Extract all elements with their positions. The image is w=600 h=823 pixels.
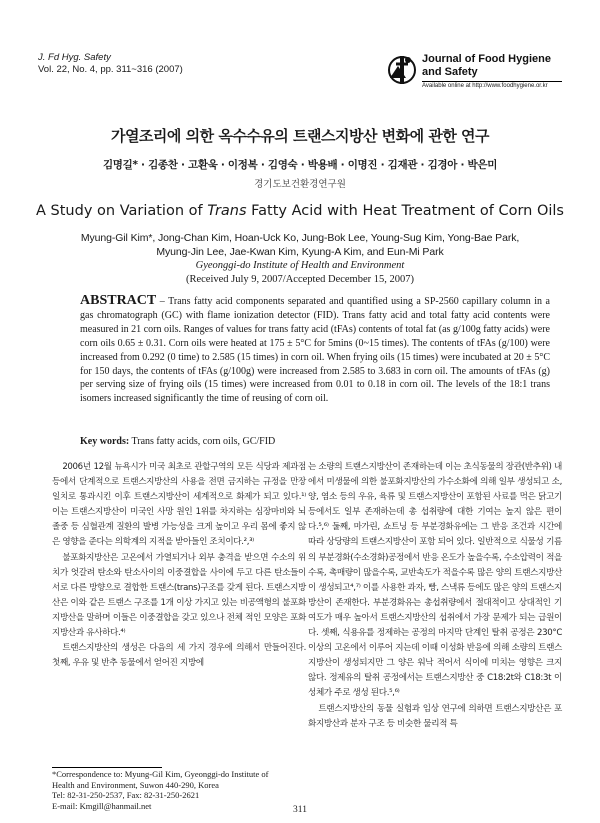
abstract-label: ABSTRACT [80,293,157,308]
english-authors-line2: Myung-Jin Lee, Jae-Kwan Kim, Kyung-A Kim, and Eun-Mi Park [156,246,444,258]
available-online: Available online at http://www.foodhygiene.or.kr [422,83,548,89]
keywords-text: Trans fatty acids, corn oils, GC/FID [129,436,276,447]
keywords [80,436,550,447]
footnote-line: Tel: 82-31-250-2537, Fax: 82-31-250-2621 [52,790,200,800]
body-column-right [308,460,562,732]
received-dates: (Received July 9, 2007/Accepted December 15, 2007) [185,274,414,285]
volume-line: Vol. 22, No. 4, pp. 311~316 (2007) [38,64,183,75]
english-authors-line1: Myung-Gil Kim*, Jong-Chan Kim, Hoan-Uck Ko, Jung-Bok Lee, Young-Sug Kim, Yong-Bae Park, [80,232,520,244]
footnote-line: *Correspondence to: Myung-Gil Kim, Gyeonggi-do Institute of [52,769,269,779]
korean-authors: 김명길* · 김종찬 · 고환욱 · 이정복 · 김영숙 · 박용배 · 이명진 · 김재관 · 김경아 · 박은미 [102,159,498,171]
english-authors [30,231,570,259]
journal-name-line2: and Safety [422,66,478,78]
journal-masthead [386,50,566,92]
abstract [80,294,550,406]
body-column-left [52,460,306,671]
footnote-line: Health and Environment, Suwon 440-290, Korea [52,779,219,790]
body-paragraph: 트랜스지방산의 생성은 다음의 세 가지 경우에 의해서 만들어진다. 첫째, 우유 및 반추 동물에서 얻어진 지방에 [52,643,306,669]
footnote-line: E-mail: Kmgill@hanmail.net [52,800,152,811]
citation-block [38,52,183,76]
journal-name-line1: Journal of Food Hygiene [422,53,551,65]
correspondence-footnote [52,769,302,811]
abstract-text: Trans fatty acid components separated and quantified using a SP-2560 capillary column in a gas chromatograph (GC) with flame ionization detector (FID). Trans fatty acid and total fatty acid contents were measured in 21 corn oils. Ranges of values for trans fatty acid (tFAs) contents of total fat (as g/100g fatty acids) were corn oils 0.65 ± 0.31. Corn oils were heated at 175 ± 5°C for 5mins (0~15 times). The contents of tFAs (g/100) were increased from 0.292 (0 time) to 2.585 (15 times) in corn oil. When frying oils (15 times) were incubated at 20 ± 5°C for 150 days, the contents of tFAs (g/100g) were increased from 2.585 to 3.683 in corn oil. The amounts of tFAs (g) per serving size of frying oils (15 times) were increased from 0.01 to 0.18 in corn oil. The levels of the 18:1 trans isomers increased significantly the time of reusing of corn oil. [80,296,550,405]
abstract-dash: – [156,296,169,307]
korean-affiliation: 경기도보건환경연구원 [254,179,346,190]
journal-name [422,53,551,79]
english-affiliation: Gyeonggi-do Institute of Health and Environment [195,260,405,271]
body-paragraph: 2006년 12월 뉴욕시가 미국 최초로 관할구역의 모든 식당과 제과점 등에서 단계적으로 트랜스지방산의 사용을 전면 금지하는 규정을 만장일치로 통과시킨 이후 트랜스지방산이 세계적으로 화제가 되고 있다.¹⁾ 이는 트랜스지방산이 미국인 사망 원인 1위를 차지하는 심장마비와 뇌졸중 등 심혈관계 질환의 발병 가능성을 크게 높이고 우리 몸에 좋지 않은 영향을 준다는 의학계의 지적을 받아들인 조치이다.²,³⁾ [52,462,306,548]
keywords-label: Key words: [80,436,130,447]
footnote-rule [52,767,162,768]
body-paragraph: 불포화지방산은 고온에서 가열되거나 외부 충격을 받으면 수소의 위치가 엇갈려 탄소와 탄소사이의 이중결합을 사이에 두고 다른 탄소들이 서로 다른 방향으로 결합한 트랜스(trans)구조를 갖게 된다. 트랜스지방산은 이와 같은 트랜스 구조를 1개 이상 가지고 있는 비공액형의 불포화지방산을 말하며 이들은 이중결합을 갖고 있으나 전체 적인 모양은 포화지방산과 유사하다.⁴⁾ [52,552,306,639]
page-number: 311 [293,805,307,815]
body-paragraph: 는 소량의 트랜스지방산이 존재하는데 이는 초식동물의 장관(반추위) 내에서 미생물에 의한 불포화지방산의 가수소화에 의해 일부 생성되고 소, 양, 염소 등의 우유, 육류 및 트랜스지방산이 포함된 사료를 먹은 닭고기 등에서도 일부 존재하는데 총 섭취량에 대한 기여는 높지 않은 편이다.⁵,⁶⁾ 둘째, 마가린, 쇼트닝 등 부분경화유에는 그 반응 조건과 시간에 따라 상당량의 트랜스지방산이 포함 되어 있다. 일반적으로 식물성 기름의 부분경화(수소경화)공정에서 반응 온도가 높을수록, 수소압력이 적을수록, 촉매량이 많을수록, 교반속도가 적을수록 많은 양의 트랜스지방산이 생성되고⁴,⁷⁾ 이를 사용한 과자, 빵, 스낵류 등에도 많은 양의 트랜스지방산이 존재한다. 부분경화유는 총섭취량에서 절대적이고 상대적인 기여도가 매우 높아서 트랜스지방산의 섭취에서 가장 문제가 되는 급원이다. 셋째, 식용유를 정제하는 공정의 마지막 단계인 탈취 공정은 230°C 이상의 고온에서 이루어 지는데 이때 이성화 반응에 의해 소량의 트랜스지방산이 생성되지만 그 양은 워낙 적어서 식이에 미치는 영향은 크지 않다. 정제유의 탈취 공정에서는 트랜스지방산 중 C18:2t와 C18:3t 이성체가 주로 생성 된다.⁵,⁶⁾ [308,462,562,699]
masthead-rule [422,81,562,82]
english-title-prefix: A Study on Variation of [36,203,208,219]
english-title-italic: Trans [207,203,247,219]
english-title-suffix: Fatty Acid with Heat Treatment of Corn Oils [246,203,564,219]
korean-title: 가열조리에 의한 옥수수유의 트랜스지방산 변화에 관한 연구 [110,127,490,145]
journal-abbrev: J. Fd Hyg. Safety [38,52,111,63]
journal-logo-icon [386,52,416,86]
body-paragraph: 트랜스지방산의 동물 실험과 임상 연구에 의하면 트랜스지방산은 포화지방산과 분자 구조 등 비슷한 물리적 특 [308,703,562,729]
english-title [30,203,570,219]
